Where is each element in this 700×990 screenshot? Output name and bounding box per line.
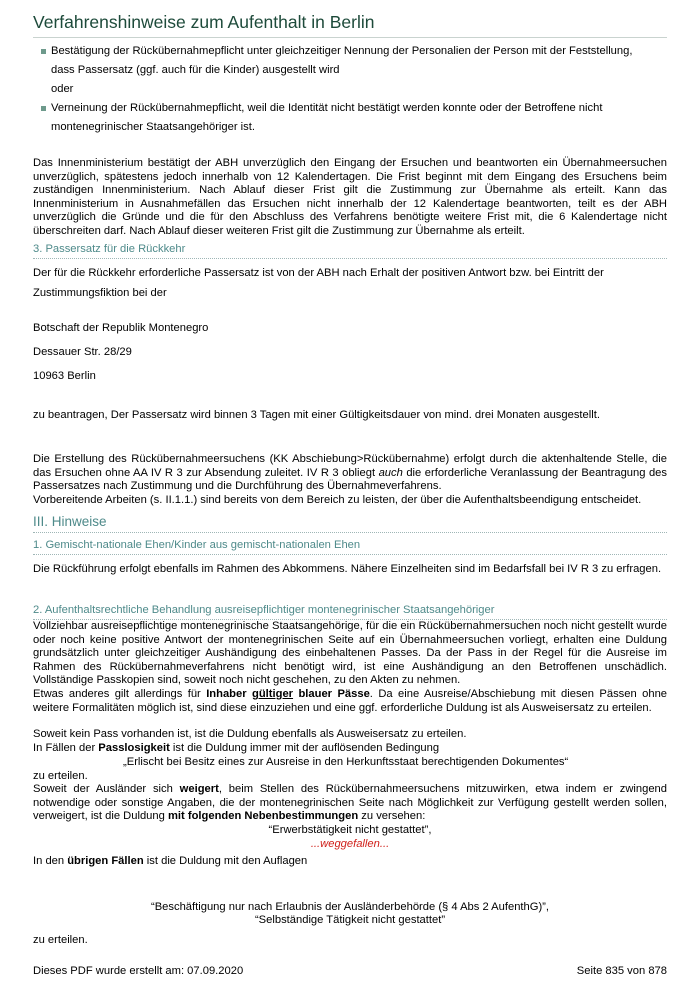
text-span: , beim Stellen des Rückübernahmeersuchens mitzuwirken, etwa indem er zwingend notwendige oder sonstige Angaben, die der montenegrinischen Seite nach Möglichkeit zur Verfügung gestellt werden sollen, verweigert, ist die Duldung <box>33 783 667 822</box>
address-street: Dessauer Str. 28/29 <box>33 346 132 358</box>
heading-passersatz: 3. Passersatz für die Rückkehr <box>33 242 667 259</box>
paragraph-vollziehbar: Vollziehbar ausreisepflichtige montenegrinische Staatsangehörige, für die ein Rückübernahmersuchen noch nicht gestellt wurde oder noch keine positive Antwort der montenegrinischen Seite auf ein Übernahmeersuchen vorliegt, erhalten eine Duldung grundsätzlich unter gleichzeitiger Aushändigung des einbehaltenen Passes. Da der Pass in der Regel für die Ausreise im Rahmen des Rückübernahmeverfahrens nicht benötigt wird, ist eine Aushändigung an den Betroffenen unschädlich. Vollständige Passkopien sind, soweit noch nicht geschehen, zu den Akten zu nehmen. <box>33 620 667 686</box>
text-span: Soweit der Ausländer sich <box>33 783 180 795</box>
text-zu-erteilen-1: zu erteilen. <box>33 770 88 782</box>
bold-span: blauer Pässe <box>293 688 370 700</box>
page-footer <box>33 964 667 978</box>
address-city: 10963 Berlin <box>33 370 96 382</box>
bold-text: weigert <box>179 783 219 795</box>
list-item-line: Bestätigung der Rückübernahmepflicht unter gleichzeitiger Nennung der Personalien der Person mit der Feststellung, <box>51 45 633 57</box>
oder-text: oder <box>51 83 74 95</box>
paragraph-innenministerium: Das Innenministerium bestätigt der ABH unverzüglich den Eingang der Ersuchen und beantworten ein Übernahmeersuchen unverzüglich, spätestens jedoch innerhalb von 12 Kalendertagen. Die Frist beginnt mit dem Eingang des Ersuchens beim zuständigen Innenministerium. Nach Ablauf dieser Frist gilt die Zustimmung zur Übernahme als erteilt. Kann das Innenministerium in Ausnahmefällen das Ersuchen nicht innerhalb der 12 Kalendertage beantworten, teilt es der ABH unverzüglich die Gründe und die für den Abschluss des Verfahrens benötigte weitere Frist mit, die 6 Kalendertage nicht überschreiten darf. Nach Ablauf dieser weiteren Frist gilt die Zustimmung zur Übernahme als erteilt. <box>33 157 667 237</box>
quote-erwerbstaetigkeit: “Erwerbstätigkeit nicht gestattet”, <box>268 824 432 836</box>
paragraph-vorbereitend: Vorbereitende Arbeiten (s. II.1.1.) sind bereits von dem Bereich zu leisten, der über die Aufenthaltsbeendigung entscheidet. <box>33 494 642 506</box>
quote-erlischt: „Erlischt bei Besitz eines zur Ausreise in den Herkunftsstaat berechtigenden Dokumentes“ <box>123 756 569 768</box>
paragraph-erstellung <box>33 453 667 494</box>
list-item-line: dass Passersatz (ggf. auch für die Kinder) ausgestellt wird <box>51 64 340 76</box>
page-title: Verfahrenshinweise zum Aufenthalt in Berlin <box>33 11 667 38</box>
text-span: In Fällen der <box>33 742 99 754</box>
text-zu-erteilen-2: zu erteilen. <box>33 934 88 946</box>
bold-text: übrigen Fällen <box>67 855 144 867</box>
text-span: Etwas anderes gilt allerdings für <box>33 688 207 700</box>
italic-text: auch <box>378 466 403 479</box>
quote-beschaeftigung: “Beschäftigung nur nach Erlaubnis der Ausländerbehörde (§ 4 Abs 2 AufenthG)”, <box>150 901 550 913</box>
paragraph-uebrige-faelle <box>33 855 667 869</box>
underlined-text: gültiger <box>252 688 294 700</box>
address-name: Botschaft der Republik Montenegro <box>33 322 209 334</box>
bold-text <box>206 688 370 700</box>
quote-selbstaendig: “Selbständige Tätigkeit nicht gestattet” <box>254 914 446 926</box>
paragraph-weigert <box>33 783 667 824</box>
list-item <box>41 99 667 137</box>
list-item <box>41 42 667 80</box>
quote-weggefallen: ...weggefallen... <box>310 838 390 850</box>
paragraph-ehen: Die Rückführung erfolgt ebenfalls im Rahmen des Abkommens. Nähere Einzelheiten sind im Bedarfsfall bei IV R 3 zu erfragen. <box>33 563 662 575</box>
text-span: die erforderliche Veranlassung der Beantragung des Passersatzes nach Zustimmung und die Durchführung des Übernahmeverfahrens. <box>33 466 667 492</box>
paragraph-blaue-paesse <box>33 688 667 715</box>
footer-page-number: Seite 835 von 878 <box>576 965 667 977</box>
text-span: . Da eine Ausreise/Abschiebung mit diesen Pässen ohne weitere Formalitäten möglich ist, sind diese einzuziehen und eine ggf. erforderliche Duldung ist als Ausweisersatz zu erteilen. <box>33 688 668 714</box>
paragraph-passlosigkeit <box>33 742 667 756</box>
square-bullet-icon <box>41 106 46 111</box>
list-item-line: Verneinung der Rückübernahmepflicht, weil die Identität nicht bestätigt werden konnte oder der Betroffene nicht <box>51 102 603 114</box>
bold-text: Passlosigkeit <box>98 742 170 754</box>
paragraph-soweit-kein-pass: Soweit kein Pass vorhanden ist, ist die Duldung ebenfalls als Ausweisersatz zu erteilen. <box>33 728 467 740</box>
text-span: ist die Duldung mit den Auflagen <box>143 855 308 867</box>
heading-ehen: 1. Gemischt-nationale Ehen/Kinder aus gemischt-nationalen Ehen <box>33 538 667 555</box>
heading-hinweise: III. Hinweise <box>33 514 667 533</box>
bullet-list <box>41 42 667 137</box>
text-span: zu versehen: <box>358 810 426 822</box>
text-span: ist die Duldung immer mit der auflösenden Bedingung <box>169 742 440 754</box>
footer-created-date: Dieses PDF wurde erstellt am: 07.09.2020 <box>33 965 244 977</box>
text-span: In den <box>33 855 68 867</box>
heading-behandlung: 2. Aufenthaltsrechtliche Behandlung ausreisepflichtiger montenegrinischer Staatsangehöriger <box>33 603 667 620</box>
bold-text: mit folgenden Nebenbestimmungen <box>167 810 359 822</box>
bold-span: Inhaber <box>206 688 253 700</box>
paragraph-passersatz: Der für die Rückkehr erforderliche Passersatz ist von der ABH nach Erhalt der positiven Antwort bzw. bei Eintritt der Zustimmungsfiktion bei der <box>33 267 604 299</box>
paragraph-beantragen: zu beantragen, Der Passersatz wird binnen 3 Tagen mit einer Gültigkeitsdauer von mind. drei Monaten ausgestellt. <box>33 409 600 421</box>
list-item-line: montenegrinischer Staatsangehöriger ist. <box>51 121 255 133</box>
text-span: Die Erstellung des Rückübernahmeersuchens (KK Abschiebung>Rückübernahme) erfolgt durch die aktenhaltende Stelle, die das Ersuchen ohne AA IV R 3 zur Absendung zuleitet. IV R 3 obliegt <box>33 453 667 479</box>
square-bullet-icon <box>41 49 46 54</box>
